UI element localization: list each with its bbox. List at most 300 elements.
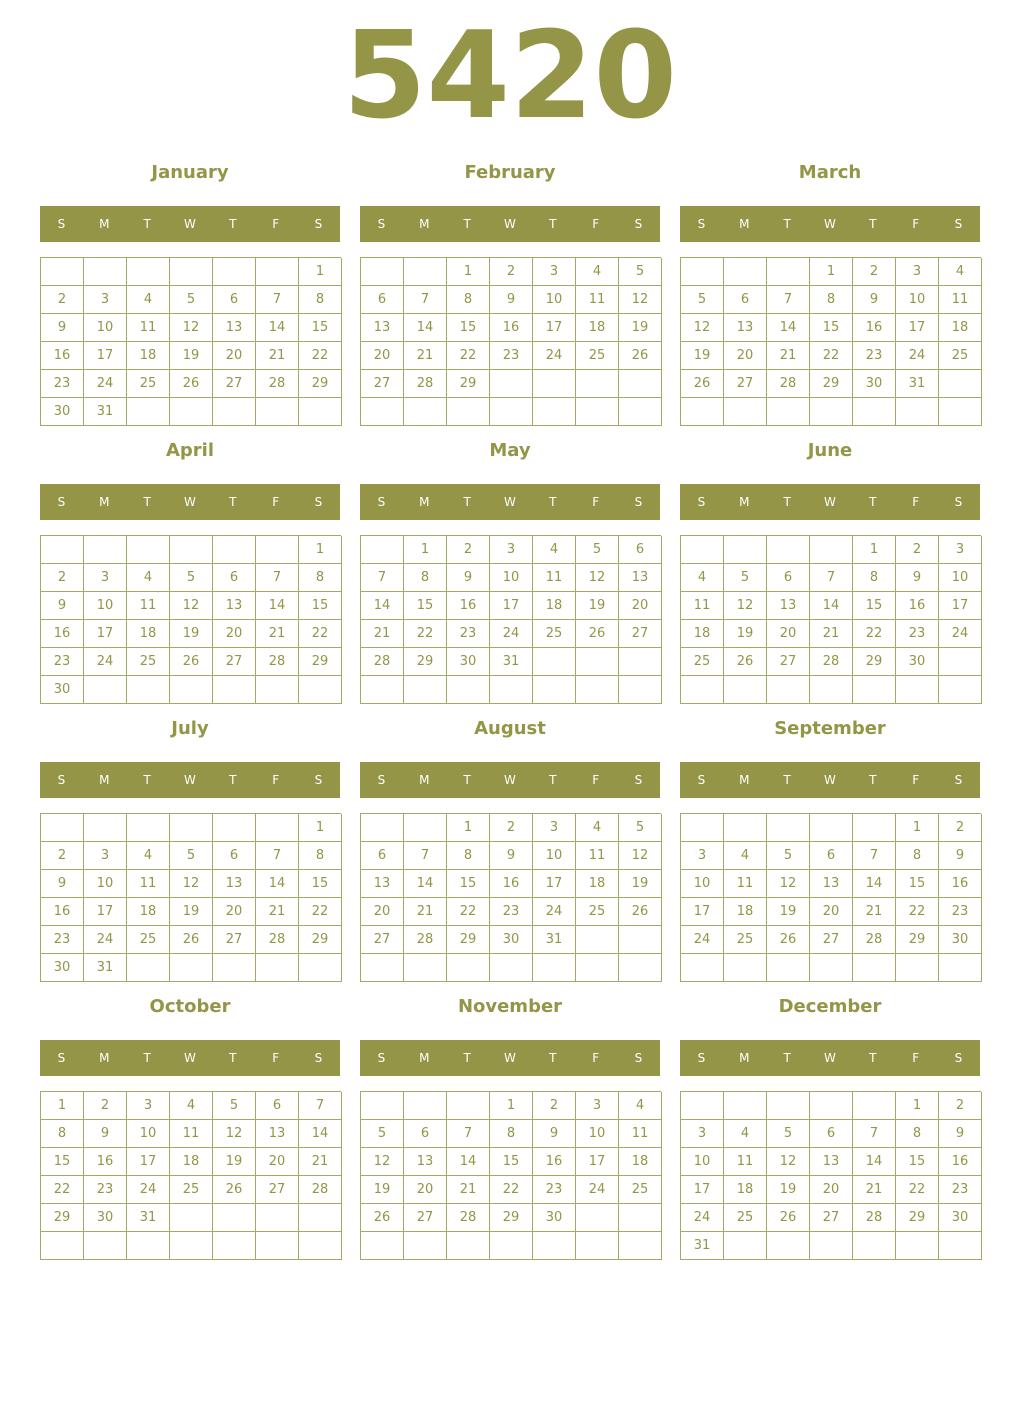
day-cell: 3 bbox=[127, 1092, 170, 1120]
day-cell: 16 bbox=[41, 342, 84, 370]
day-cell: 11 bbox=[170, 1120, 213, 1148]
empty-cell bbox=[896, 1232, 939, 1260]
day-cell: 15 bbox=[299, 870, 342, 898]
day-grid bbox=[360, 535, 661, 704]
empty-cell bbox=[256, 398, 299, 426]
day-cell: 14 bbox=[767, 314, 810, 342]
day-cell: 7 bbox=[853, 1120, 896, 1148]
day-cell: 2 bbox=[939, 814, 982, 842]
day-cell: 16 bbox=[41, 620, 84, 648]
day-cell: 18 bbox=[576, 314, 619, 342]
day-cell: 12 bbox=[619, 286, 662, 314]
day-grid bbox=[680, 257, 981, 426]
empty-cell bbox=[810, 954, 853, 982]
weekday-label: W bbox=[184, 1051, 196, 1065]
day-cell: 16 bbox=[490, 314, 533, 342]
day-cell: 16 bbox=[533, 1148, 576, 1176]
weekday-label: S bbox=[634, 773, 643, 787]
weekday-label: T bbox=[549, 495, 557, 509]
day-cell: 31 bbox=[533, 926, 576, 954]
empty-cell bbox=[767, 676, 810, 704]
day-cell: 20 bbox=[361, 898, 404, 926]
weekday-label: F bbox=[272, 1051, 280, 1065]
day-cell: 6 bbox=[213, 286, 256, 314]
day-cell: 13 bbox=[213, 870, 256, 898]
weekday-label: F bbox=[592, 1051, 600, 1065]
day-cell: 2 bbox=[41, 842, 84, 870]
day-cell: 21 bbox=[767, 342, 810, 370]
day-cell: 7 bbox=[256, 286, 299, 314]
weekday-header bbox=[360, 762, 660, 798]
weekday-label: F bbox=[592, 217, 600, 231]
weekday-label: F bbox=[592, 773, 600, 787]
weekday-label: T bbox=[463, 217, 471, 231]
day-cell: 31 bbox=[490, 648, 533, 676]
day-cell: 1 bbox=[853, 536, 896, 564]
day-cell: 31 bbox=[84, 398, 127, 426]
day-cell: 29 bbox=[447, 926, 490, 954]
empty-cell bbox=[619, 1232, 662, 1260]
day-cell: 20 bbox=[619, 592, 662, 620]
empty-cell bbox=[853, 1232, 896, 1260]
day-cell: 21 bbox=[256, 898, 299, 926]
empty-cell bbox=[213, 398, 256, 426]
weekday-label: F bbox=[272, 773, 280, 787]
empty-cell bbox=[256, 536, 299, 564]
weekday-label: M bbox=[739, 773, 750, 787]
day-cell: 8 bbox=[896, 1120, 939, 1148]
day-cell: 17 bbox=[84, 342, 127, 370]
day-cell: 24 bbox=[533, 898, 576, 926]
day-cell: 11 bbox=[681, 592, 724, 620]
empty-cell bbox=[490, 370, 533, 398]
day-cell: 30 bbox=[84, 1204, 127, 1232]
day-cell: 20 bbox=[213, 620, 256, 648]
weekday-label: S bbox=[697, 1051, 706, 1065]
day-cell: 16 bbox=[490, 870, 533, 898]
weekday-label: M bbox=[419, 1051, 430, 1065]
weekday-label: S bbox=[377, 217, 386, 231]
day-grid bbox=[360, 813, 661, 982]
day-cell: 9 bbox=[41, 592, 84, 620]
day-cell: 8 bbox=[299, 564, 342, 592]
empty-cell bbox=[810, 814, 853, 842]
day-cell: 21 bbox=[404, 898, 447, 926]
month-name: December bbox=[778, 996, 882, 1017]
day-cell: 13 bbox=[619, 564, 662, 592]
empty-cell bbox=[41, 1232, 84, 1260]
empty-cell bbox=[939, 648, 982, 676]
day-cell: 15 bbox=[299, 314, 342, 342]
day-cell: 29 bbox=[896, 926, 939, 954]
day-cell: 23 bbox=[447, 620, 490, 648]
day-cell: 3 bbox=[939, 536, 982, 564]
empty-cell bbox=[213, 954, 256, 982]
month-name: March bbox=[798, 162, 862, 183]
weekday-header bbox=[680, 762, 980, 798]
empty-cell bbox=[404, 1092, 447, 1120]
day-cell: 3 bbox=[84, 286, 127, 314]
day-cell: 17 bbox=[84, 898, 127, 926]
day-cell: 1 bbox=[404, 536, 447, 564]
day-cell: 1 bbox=[299, 536, 342, 564]
empty-cell bbox=[576, 676, 619, 704]
day-cell: 8 bbox=[810, 286, 853, 314]
day-cell: 26 bbox=[724, 648, 767, 676]
day-cell: 21 bbox=[299, 1148, 342, 1176]
day-cell: 28 bbox=[853, 926, 896, 954]
day-cell: 19 bbox=[724, 620, 767, 648]
day-cell: 21 bbox=[853, 1176, 896, 1204]
day-cell: 17 bbox=[127, 1148, 170, 1176]
day-cell: 25 bbox=[724, 926, 767, 954]
day-cell: 27 bbox=[767, 648, 810, 676]
empty-cell bbox=[127, 258, 170, 286]
weekday-label: S bbox=[57, 217, 66, 231]
day-cell: 26 bbox=[170, 648, 213, 676]
day-cell: 1 bbox=[299, 814, 342, 842]
empty-cell bbox=[127, 536, 170, 564]
empty-cell bbox=[213, 258, 256, 286]
day-cell: 20 bbox=[810, 898, 853, 926]
day-cell: 27 bbox=[213, 648, 256, 676]
empty-cell bbox=[170, 814, 213, 842]
weekday-label: M bbox=[99, 217, 110, 231]
day-cell: 23 bbox=[490, 898, 533, 926]
day-cell: 26 bbox=[767, 1204, 810, 1232]
day-cell: 30 bbox=[533, 1204, 576, 1232]
day-cell: 17 bbox=[896, 314, 939, 342]
day-cell: 10 bbox=[576, 1120, 619, 1148]
empty-cell bbox=[810, 398, 853, 426]
day-cell: 16 bbox=[939, 870, 982, 898]
day-cell: 23 bbox=[939, 1176, 982, 1204]
day-cell: 14 bbox=[256, 870, 299, 898]
day-cell: 28 bbox=[256, 926, 299, 954]
weekday-label: S bbox=[954, 217, 963, 231]
weekday-label: M bbox=[419, 495, 430, 509]
empty-cell bbox=[170, 536, 213, 564]
day-cell: 16 bbox=[447, 592, 490, 620]
day-cell: 20 bbox=[361, 342, 404, 370]
empty-cell bbox=[724, 258, 767, 286]
empty-cell bbox=[41, 258, 84, 286]
day-cell: 16 bbox=[939, 1148, 982, 1176]
day-cell: 5 bbox=[170, 564, 213, 592]
day-cell: 25 bbox=[127, 370, 170, 398]
weekday-label: S bbox=[697, 773, 706, 787]
day-cell: 27 bbox=[213, 926, 256, 954]
weekday-label: S bbox=[314, 1051, 323, 1065]
day-cell: 27 bbox=[361, 370, 404, 398]
empty-cell bbox=[127, 1232, 170, 1260]
day-grid bbox=[360, 1091, 661, 1260]
empty-cell bbox=[361, 676, 404, 704]
day-cell: 3 bbox=[681, 1120, 724, 1148]
weekday-label: W bbox=[824, 217, 836, 231]
empty-cell bbox=[767, 814, 810, 842]
day-cell: 20 bbox=[724, 342, 767, 370]
day-cell: 19 bbox=[619, 870, 662, 898]
day-cell: 7 bbox=[256, 564, 299, 592]
day-cell: 23 bbox=[41, 370, 84, 398]
empty-cell bbox=[810, 536, 853, 564]
day-cell: 9 bbox=[939, 1120, 982, 1148]
day-cell: 23 bbox=[896, 620, 939, 648]
day-cell: 12 bbox=[619, 842, 662, 870]
day-cell: 26 bbox=[576, 620, 619, 648]
day-cell: 7 bbox=[404, 286, 447, 314]
month-name: June bbox=[807, 440, 853, 461]
weekday-label: W bbox=[824, 773, 836, 787]
empty-cell bbox=[681, 398, 724, 426]
day-cell: 13 bbox=[213, 592, 256, 620]
day-cell: 29 bbox=[299, 926, 342, 954]
empty-cell bbox=[533, 1232, 576, 1260]
empty-cell bbox=[490, 1232, 533, 1260]
day-cell: 4 bbox=[939, 258, 982, 286]
day-cell: 3 bbox=[576, 1092, 619, 1120]
empty-cell bbox=[576, 1204, 619, 1232]
weekday-label: F bbox=[272, 217, 280, 231]
day-cell: 9 bbox=[490, 842, 533, 870]
empty-cell bbox=[533, 398, 576, 426]
empty-cell bbox=[299, 954, 342, 982]
day-cell: 25 bbox=[681, 648, 724, 676]
day-cell: 28 bbox=[361, 648, 404, 676]
weekday-header bbox=[40, 1040, 340, 1076]
weekday-label: T bbox=[869, 773, 877, 787]
empty-cell bbox=[404, 398, 447, 426]
weekday-label: M bbox=[99, 773, 110, 787]
day-cell: 18 bbox=[127, 620, 170, 648]
day-cell: 11 bbox=[724, 870, 767, 898]
day-cell: 19 bbox=[767, 898, 810, 926]
day-cell: 13 bbox=[810, 870, 853, 898]
day-cell: 29 bbox=[490, 1204, 533, 1232]
weekday-label: T bbox=[229, 1051, 237, 1065]
day-cell: 31 bbox=[681, 1232, 724, 1260]
day-cell: 30 bbox=[447, 648, 490, 676]
day-cell: 22 bbox=[404, 620, 447, 648]
day-cell: 16 bbox=[853, 314, 896, 342]
empty-cell bbox=[724, 954, 767, 982]
day-cell: 3 bbox=[533, 814, 576, 842]
day-grid bbox=[40, 257, 341, 426]
empty-cell bbox=[447, 676, 490, 704]
day-cell: 13 bbox=[724, 314, 767, 342]
empty-cell bbox=[767, 1092, 810, 1120]
day-cell: 2 bbox=[896, 536, 939, 564]
day-grid bbox=[40, 535, 341, 704]
day-cell: 21 bbox=[404, 342, 447, 370]
empty-cell bbox=[404, 814, 447, 842]
empty-cell bbox=[896, 398, 939, 426]
day-cell: 15 bbox=[896, 1148, 939, 1176]
empty-cell bbox=[361, 258, 404, 286]
empty-cell bbox=[576, 1232, 619, 1260]
day-cell: 27 bbox=[256, 1176, 299, 1204]
weekday-label: W bbox=[184, 495, 196, 509]
day-cell: 1 bbox=[447, 258, 490, 286]
empty-cell bbox=[170, 258, 213, 286]
day-cell: 26 bbox=[213, 1176, 256, 1204]
empty-cell bbox=[84, 1232, 127, 1260]
day-cell: 30 bbox=[896, 648, 939, 676]
day-cell: 14 bbox=[256, 314, 299, 342]
empty-cell bbox=[447, 398, 490, 426]
day-cell: 23 bbox=[84, 1176, 127, 1204]
day-cell: 26 bbox=[619, 342, 662, 370]
empty-cell bbox=[619, 926, 662, 954]
day-cell: 4 bbox=[533, 536, 576, 564]
weekday-label: T bbox=[783, 773, 791, 787]
day-cell: 4 bbox=[170, 1092, 213, 1120]
empty-cell bbox=[41, 536, 84, 564]
weekday-label: M bbox=[419, 773, 430, 787]
day-cell: 26 bbox=[767, 926, 810, 954]
day-cell: 1 bbox=[896, 814, 939, 842]
day-cell: 29 bbox=[810, 370, 853, 398]
empty-cell bbox=[810, 1232, 853, 1260]
empty-cell bbox=[256, 1204, 299, 1232]
day-cell: 12 bbox=[170, 314, 213, 342]
day-cell: 9 bbox=[939, 842, 982, 870]
day-cell: 8 bbox=[447, 842, 490, 870]
day-cell: 27 bbox=[619, 620, 662, 648]
day-cell: 11 bbox=[533, 564, 576, 592]
day-cell: 22 bbox=[299, 898, 342, 926]
weekday-header bbox=[360, 206, 660, 242]
day-cell: 21 bbox=[256, 620, 299, 648]
day-cell: 5 bbox=[724, 564, 767, 592]
day-cell: 6 bbox=[213, 564, 256, 592]
day-cell: 29 bbox=[404, 648, 447, 676]
day-cell: 11 bbox=[939, 286, 982, 314]
day-cell: 13 bbox=[213, 314, 256, 342]
empty-cell bbox=[619, 398, 662, 426]
empty-cell bbox=[361, 1232, 404, 1260]
weekday-label: M bbox=[419, 217, 430, 231]
year-title: 5420 bbox=[343, 7, 677, 146]
day-cell: 7 bbox=[361, 564, 404, 592]
day-cell: 18 bbox=[533, 592, 576, 620]
day-cell: 1 bbox=[896, 1092, 939, 1120]
day-cell: 25 bbox=[533, 620, 576, 648]
weekday-label: S bbox=[314, 773, 323, 787]
empty-cell bbox=[256, 258, 299, 286]
day-cell: 18 bbox=[724, 898, 767, 926]
day-cell: 28 bbox=[404, 926, 447, 954]
day-cell: 4 bbox=[576, 814, 619, 842]
day-cell: 21 bbox=[810, 620, 853, 648]
day-cell: 30 bbox=[41, 676, 84, 704]
day-cell: 5 bbox=[361, 1120, 404, 1148]
day-cell: 20 bbox=[404, 1176, 447, 1204]
empty-cell bbox=[213, 676, 256, 704]
empty-cell bbox=[299, 1204, 342, 1232]
day-cell: 8 bbox=[299, 842, 342, 870]
day-cell: 26 bbox=[170, 926, 213, 954]
empty-cell bbox=[681, 676, 724, 704]
day-cell: 30 bbox=[853, 370, 896, 398]
day-cell: 25 bbox=[576, 898, 619, 926]
day-cell: 6 bbox=[619, 536, 662, 564]
day-cell: 30 bbox=[41, 398, 84, 426]
day-cell: 25 bbox=[127, 926, 170, 954]
empty-cell bbox=[576, 926, 619, 954]
empty-cell bbox=[853, 814, 896, 842]
day-cell: 11 bbox=[724, 1148, 767, 1176]
weekday-label: S bbox=[57, 1051, 66, 1065]
day-cell: 27 bbox=[724, 370, 767, 398]
day-cell: 9 bbox=[533, 1120, 576, 1148]
day-cell: 10 bbox=[533, 842, 576, 870]
empty-cell bbox=[299, 1232, 342, 1260]
empty-cell bbox=[939, 370, 982, 398]
empty-cell bbox=[724, 1232, 767, 1260]
day-cell: 28 bbox=[299, 1176, 342, 1204]
day-cell: 13 bbox=[361, 870, 404, 898]
weekday-label: T bbox=[783, 217, 791, 231]
empty-cell bbox=[361, 954, 404, 982]
day-cell: 3 bbox=[533, 258, 576, 286]
day-cell: 24 bbox=[84, 926, 127, 954]
day-cell: 8 bbox=[41, 1120, 84, 1148]
day-cell: 31 bbox=[84, 954, 127, 982]
day-cell: 22 bbox=[490, 1176, 533, 1204]
day-grid bbox=[680, 535, 981, 704]
day-cell: 21 bbox=[853, 898, 896, 926]
weekday-label: T bbox=[229, 217, 237, 231]
day-cell: 14 bbox=[853, 1148, 896, 1176]
empty-cell bbox=[170, 676, 213, 704]
day-cell: 12 bbox=[213, 1120, 256, 1148]
weekday-label: T bbox=[783, 495, 791, 509]
day-cell: 19 bbox=[170, 342, 213, 370]
day-cell: 26 bbox=[361, 1204, 404, 1232]
day-cell: 13 bbox=[810, 1148, 853, 1176]
day-cell: 17 bbox=[490, 592, 533, 620]
empty-cell bbox=[533, 648, 576, 676]
weekday-label: W bbox=[504, 217, 516, 231]
empty-cell bbox=[853, 398, 896, 426]
empty-cell bbox=[404, 954, 447, 982]
day-cell: 11 bbox=[576, 842, 619, 870]
day-cell: 5 bbox=[170, 842, 213, 870]
day-cell: 7 bbox=[767, 286, 810, 314]
day-cell: 9 bbox=[490, 286, 533, 314]
weekday-label: S bbox=[377, 495, 386, 509]
day-cell: 17 bbox=[533, 314, 576, 342]
day-cell: 9 bbox=[853, 286, 896, 314]
weekday-label: W bbox=[824, 495, 836, 509]
empty-cell bbox=[576, 648, 619, 676]
weekday-label: F bbox=[912, 773, 920, 787]
day-cell: 16 bbox=[84, 1148, 127, 1176]
empty-cell bbox=[213, 1204, 256, 1232]
day-cell: 28 bbox=[256, 370, 299, 398]
weekday-label: T bbox=[869, 1051, 877, 1065]
day-cell: 6 bbox=[256, 1092, 299, 1120]
day-cell: 4 bbox=[127, 842, 170, 870]
day-cell: 17 bbox=[576, 1148, 619, 1176]
day-cell: 7 bbox=[853, 842, 896, 870]
empty-cell bbox=[853, 1092, 896, 1120]
day-cell: 6 bbox=[810, 1120, 853, 1148]
day-cell: 18 bbox=[681, 620, 724, 648]
day-cell: 12 bbox=[767, 1148, 810, 1176]
